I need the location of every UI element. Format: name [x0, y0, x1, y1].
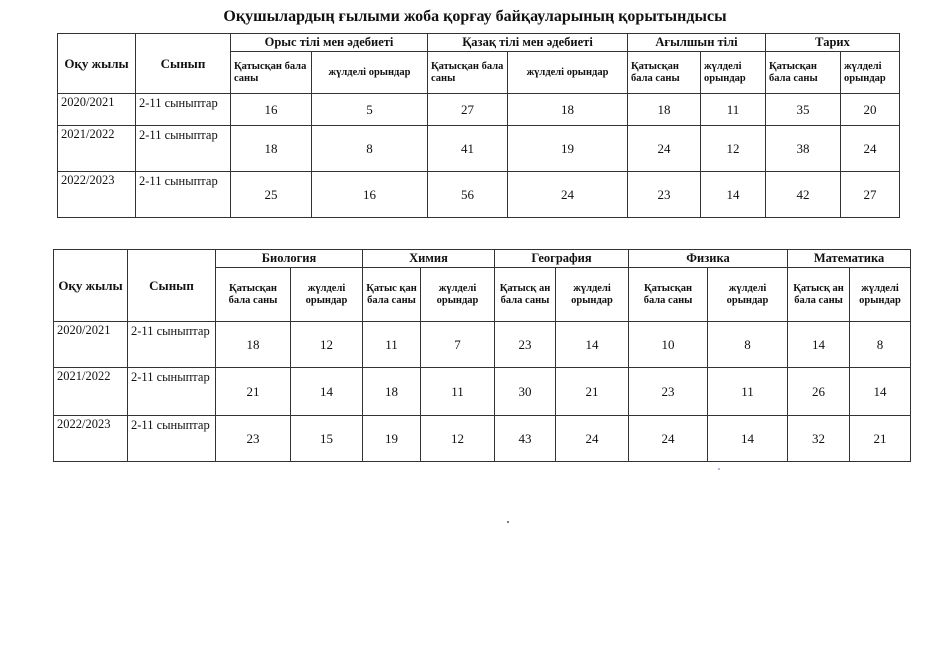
subject-header-kazakh: Қазақ тілі мен әдебиеті	[428, 34, 628, 52]
winners-cell: 8	[850, 322, 911, 368]
winners-header: жүлделі орындар	[291, 268, 363, 322]
winners-header: жүлделі орындар	[508, 52, 628, 94]
participants-cell: 41	[428, 126, 508, 172]
participants-cell: 19	[363, 416, 421, 462]
winners-cell: 8	[708, 322, 788, 368]
winners-header: жүлделі орындар	[708, 268, 788, 322]
participants-header: Қатысқ ан бала саны	[788, 268, 850, 322]
scan-speck	[718, 468, 720, 470]
winners-cell: 24	[841, 126, 900, 172]
participants-header: Қатысқан бала саны	[428, 52, 508, 94]
participants-cell: 23	[629, 368, 708, 416]
winners-cell: 5	[312, 94, 428, 126]
year-cell: 2021/2022	[58, 126, 136, 172]
subject-header-geography: География	[495, 250, 629, 268]
participants-header: Қатысқан бала саны	[629, 268, 708, 322]
winners-cell: 14	[708, 416, 788, 462]
winners-cell: 24	[556, 416, 629, 462]
table-row	[58, 94, 900, 126]
subject-header-biology: Биология	[216, 250, 363, 268]
class-column-header: Сынып	[128, 250, 216, 322]
class-cell: 2-11 сыныптар	[136, 94, 231, 126]
participants-cell: 38	[766, 126, 841, 172]
subject-header-history: Тарих	[766, 34, 900, 52]
winners-cell: 19	[508, 126, 628, 172]
table-row	[58, 126, 900, 172]
participants-header: Қатысқан бала саны	[231, 52, 312, 94]
winners-cell: 21	[850, 416, 911, 462]
class-cell: 2-11 сыныптар	[136, 126, 231, 172]
participants-header: Қатысқан бала саны	[628, 52, 701, 94]
table-row	[54, 416, 911, 462]
page-title: Оқушылардың ғылыми жоба қорғау байқауларының қорытындысы	[223, 8, 727, 25]
winners-header: жүлделі орындар	[556, 268, 629, 322]
subject-header-russian: Орыс тілі мен әдебиеті	[231, 34, 428, 52]
participants-cell: 24	[628, 126, 701, 172]
winners-cell: 11	[708, 368, 788, 416]
winners-cell: 14	[291, 368, 363, 416]
subject-header-mathematics: Математика	[788, 250, 911, 268]
winners-cell: 20	[841, 94, 900, 126]
participants-header: Қатыс қан бала саны	[363, 268, 421, 322]
winners-cell: 12	[701, 126, 766, 172]
subject-header-physics: Физика	[629, 250, 788, 268]
winners-cell: 11	[421, 368, 495, 416]
table-row	[54, 322, 911, 368]
participants-cell: 32	[788, 416, 850, 462]
participants-cell: 27	[428, 94, 508, 126]
winners-cell: 12	[421, 416, 495, 462]
participants-cell: 26	[788, 368, 850, 416]
year-cell: 2020/2021	[58, 94, 136, 126]
participants-cell: 24	[629, 416, 708, 462]
participants-cell: 35	[766, 94, 841, 126]
winners-header: жүлделі орындар	[312, 52, 428, 94]
class-cell: 2-11 сыныптар	[128, 416, 216, 462]
year-cell: 2022/2023	[54, 416, 128, 462]
scan-speck	[507, 521, 509, 523]
year-column-header: Оқу жылы	[58, 34, 136, 94]
participants-cell: 14	[788, 322, 850, 368]
winners-header: жүлделі орындар	[421, 268, 495, 322]
results-table-sciences	[53, 249, 911, 462]
participants-cell: 23	[216, 416, 291, 462]
winners-cell: 11	[701, 94, 766, 126]
participants-cell: 56	[428, 172, 508, 218]
winners-cell: 12	[291, 322, 363, 368]
winners-header: жүлделі орындар	[841, 52, 900, 94]
winners-cell: 14	[701, 172, 766, 218]
participants-header: Қатысқан бала саны	[216, 268, 291, 322]
participants-cell: 18	[231, 126, 312, 172]
winners-cell: 27	[841, 172, 900, 218]
subject-header-chemistry: Химия	[363, 250, 495, 268]
class-cell: 2-11 сыныптар	[128, 368, 216, 416]
participants-cell: 25	[231, 172, 312, 218]
participants-cell: 16	[231, 94, 312, 126]
participants-cell: 11	[363, 322, 421, 368]
year-cell: 2022/2023	[58, 172, 136, 218]
winners-cell: 16	[312, 172, 428, 218]
winners-cell: 15	[291, 416, 363, 462]
winners-cell: 7	[421, 322, 495, 368]
winners-header: жүлделі орындар	[701, 52, 766, 94]
winners-cell: 18	[508, 94, 628, 126]
participants-cell: 30	[495, 368, 556, 416]
class-column-header: Сынып	[136, 34, 231, 94]
class-cell: 2-11 сыныптар	[136, 172, 231, 218]
participants-cell: 23	[495, 322, 556, 368]
participants-cell: 42	[766, 172, 841, 218]
participants-cell: 43	[495, 416, 556, 462]
participants-cell: 21	[216, 368, 291, 416]
participants-cell: 18	[628, 94, 701, 126]
participants-cell: 23	[628, 172, 701, 218]
table-row	[54, 368, 911, 416]
participants-cell: 18	[363, 368, 421, 416]
subject-header-english: Ағылшын тілі	[628, 34, 766, 52]
winners-cell: 24	[508, 172, 628, 218]
winners-cell: 21	[556, 368, 629, 416]
table-row	[58, 172, 900, 218]
participants-cell: 18	[216, 322, 291, 368]
year-cell: 2021/2022	[54, 368, 128, 416]
winners-header: жүлделі орындар	[850, 268, 911, 322]
participants-header: Қатысқ ан бала саны	[495, 268, 556, 322]
results-table-languages-history	[57, 33, 900, 218]
participants-cell: 10	[629, 322, 708, 368]
participants-header: Қатысқан бала саны	[766, 52, 841, 94]
class-cell: 2-11 сыныптар	[128, 322, 216, 368]
winners-cell: 14	[850, 368, 911, 416]
winners-cell: 8	[312, 126, 428, 172]
year-cell: 2020/2021	[54, 322, 128, 368]
year-column-header: Оқу жылы	[54, 250, 128, 322]
winners-cell: 14	[556, 322, 629, 368]
